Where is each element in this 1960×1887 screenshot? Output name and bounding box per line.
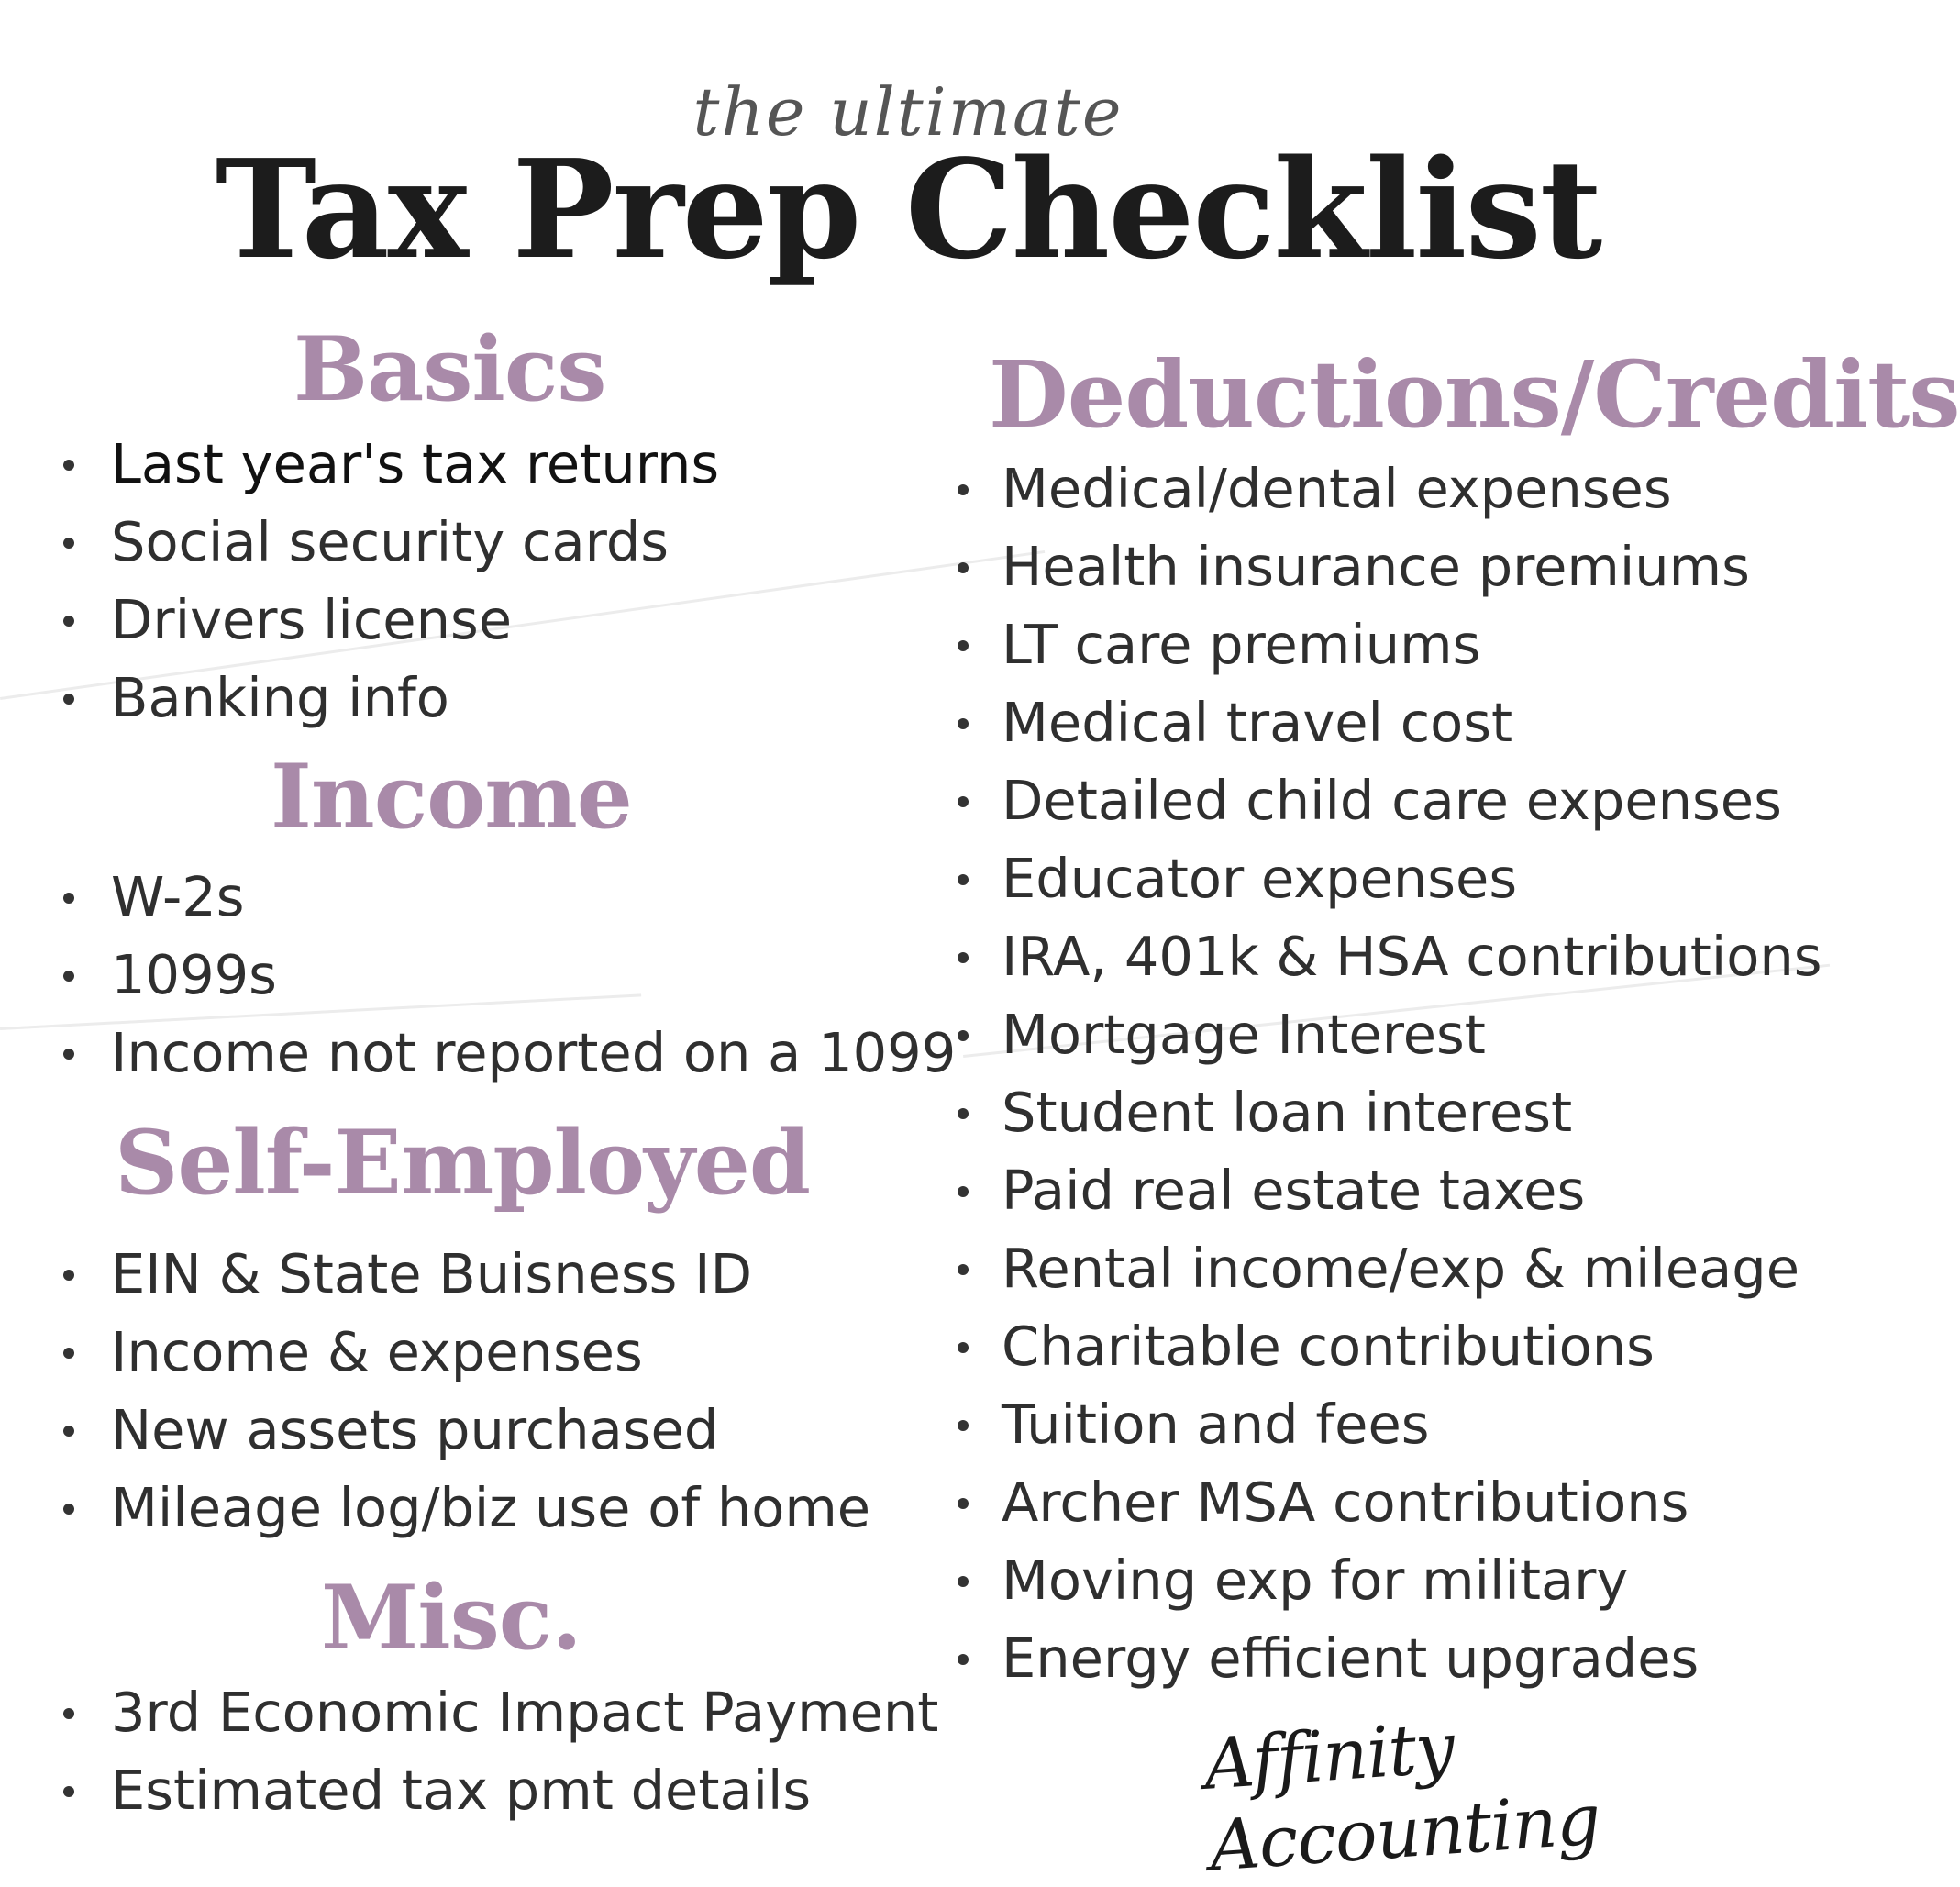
left-column <box>50 317 957 1829</box>
self-employed-list <box>50 1235 931 1547</box>
list-item: Student loan interest <box>945 1073 1816 1151</box>
list-item: Health insurance premiums <box>945 527 1816 605</box>
list-item: LT care premiums <box>945 605 1816 683</box>
list-item: Estimated tax pmt details <box>50 1751 931 1829</box>
list-item: Income & expenses <box>50 1313 931 1391</box>
section-heading-income: Income <box>271 745 632 849</box>
list-item: Archer MSA contributions <box>945 1463 1816 1541</box>
list-item: EIN & State Buisness ID <box>50 1235 931 1313</box>
list-item: Charitable contributions <box>945 1307 1816 1385</box>
list-item: Energy efficient upgrades <box>945 1619 1816 1697</box>
section-heading-deductions-credits: Deductions/Credits <box>989 340 1960 449</box>
list-item: Last year's tax returns <box>50 425 931 503</box>
page-title: Tax Prep Checklist <box>215 129 1601 289</box>
list-item: Income not reported on a 1099 <box>50 1014 931 1092</box>
misc-list <box>50 1673 939 1829</box>
section-heading-self-employed: Self-Employed <box>115 1111 810 1215</box>
list-item: Mortgage Interest <box>945 995 1816 1073</box>
list-item: Mileage log/biz use of home <box>50 1469 931 1547</box>
list-item: Tuition and fees <box>945 1385 1816 1463</box>
page-header <box>0 73 1834 289</box>
list-item: Social security cards <box>50 503 931 581</box>
list-item: W-2s <box>50 858 931 936</box>
list-item: 1099s <box>50 936 931 1014</box>
right-column <box>945 340 1960 1697</box>
list-item: New assets purchased <box>50 1391 931 1469</box>
section-heading-misc: Misc. <box>321 1566 581 1670</box>
list-item: Drivers license <box>50 581 931 659</box>
list-item: Moving exp for military <box>945 1541 1816 1619</box>
deductions-list <box>945 450 1822 1697</box>
page-subtitle: the ultimate <box>692 73 1124 150</box>
list-item: Medical travel cost <box>945 683 1816 761</box>
basics-list <box>50 425 931 737</box>
income-list <box>50 858 957 1092</box>
list-item: Medical/dental expenses <box>945 450 1816 527</box>
list-item: Detailed child care expenses <box>945 761 1816 839</box>
list-item: IRA, 401k & HSA contributions <box>945 917 1816 995</box>
list-item: Paid real estate taxes <box>945 1151 1816 1229</box>
section-heading-basics: Basics <box>293 317 606 421</box>
list-item: Rental income/exp & mileage <box>945 1229 1816 1307</box>
list-item: Educator expenses <box>945 839 1816 917</box>
list-item: 3rd Economic Impact Payment <box>50 1673 931 1751</box>
list-item: Banking info <box>50 659 931 737</box>
brand-signature: Affinity Accounting <box>1201 1706 1603 1887</box>
